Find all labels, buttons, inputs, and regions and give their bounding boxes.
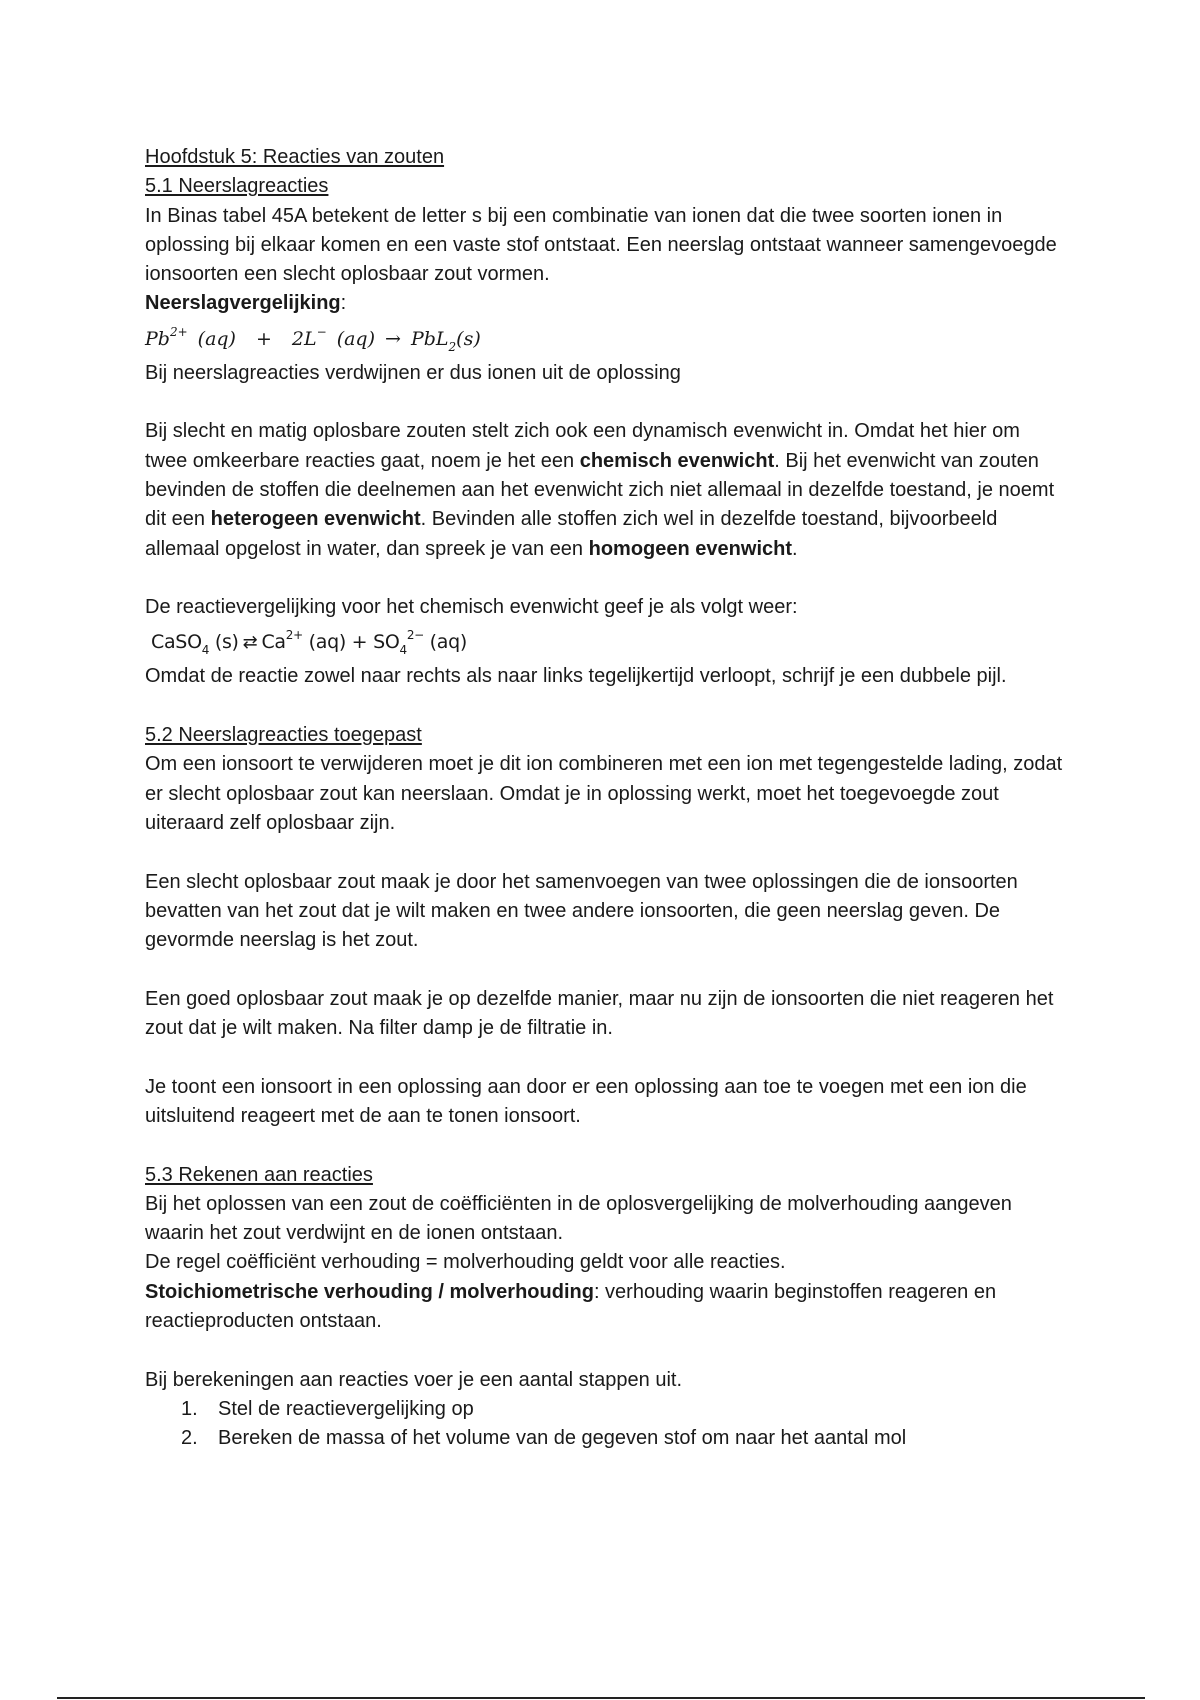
page-bottom-rule — [57, 1697, 1145, 1699]
eq-plus: + — [255, 327, 272, 350]
section-5-1-heading: 5.1 Neerslagreacties — [145, 175, 329, 198]
equation-label: Neerslagvergelijking — [145, 292, 341, 315]
eq-aq-2: (aq) — [336, 327, 376, 350]
eq2-caso-sub: 4 — [201, 643, 210, 658]
eq2-ca-charge: 2+ — [285, 628, 303, 643]
section-5-2-heading: 5.2 Neerslagreacties toegepast — [145, 724, 422, 747]
section-5-1-paragraph-5: Omdat de reactie zowel naar rechts als naar links tegelijkertijd verloopt, schrijf je een dubbele pijl. — [145, 665, 1007, 688]
list-item-text: Stel de reactievergelijking op — [218, 1397, 474, 1420]
term-homogeen-evenwicht: homogeen evenwicht — [588, 537, 792, 560]
eq2-so-charge: 2− — [406, 628, 424, 643]
equilibrium-equation — [145, 622, 1065, 662]
list-item — [145, 1424, 1065, 1453]
eq-pb-charge: 2+ — [169, 324, 188, 339]
eq2-aq-1: (aq) + — [308, 631, 368, 654]
section-5-3-heading: 5.3 Rekenen aan reacties — [145, 1163, 373, 1186]
eq-pb: Pb — [145, 327, 170, 350]
eq2-so: SO — [373, 631, 400, 654]
section-5-1-paragraph-3 — [145, 417, 1065, 563]
list-item-number: 1. — [181, 1397, 198, 1420]
list-item-text: Bereken de massa of het volume van de gegeven stof om naar het aantal mol — [218, 1427, 907, 1450]
p3-text-g: . — [792, 537, 798, 560]
eq-pbl: PbL — [410, 327, 449, 350]
precipitation-equation — [145, 319, 1065, 359]
document-page — [145, 143, 1065, 1453]
section-5-2-paragraph-2: Een slecht oplosbaar zout maak je door het samenvoegen van twee oplossingen die de ionsoorten bevatten van het zout dat je wilt maken en twee andere ionsoorten, die geen neerslag geven. De gevormde neerslag is het zout. — [145, 870, 1018, 952]
section-5-1-paragraph-1: In Binas tabel 45A betekent de letter s bij een combinatie van ionen dat die twee soorten ionen in oplossing bij elkaar komen en een vaste stof ontstaat. Een neerslag ontstaat wanneer samengevoegde ionsoorten een slecht oplosbaar zout vormen. — [145, 204, 1057, 286]
p3-text-e: . Bevinden alle stoffen zich wel in dezelfde toestand, bijvoorbeeld allemaal opgelost in water, dan spreek je van een — [145, 508, 998, 560]
equation-label-colon: : — [340, 292, 347, 315]
list-item-number: 2. — [181, 1427, 198, 1450]
equation-label-line — [145, 289, 1065, 318]
term-stoichiometrische-verhouding: Stoichiometrische verhouding / molverhouding — [145, 1280, 594, 1303]
eq-l-charge: − — [316, 324, 327, 339]
section-5-1-paragraph-2: Bij neerslagreacties verdwijnen er dus ionen uit de oplossing — [145, 361, 681, 384]
section-5-1-paragraph-4: De reactievergelijking voor het chemisch evenwicht geef je als volgt weer: — [145, 596, 798, 619]
section-5-2-paragraph-3: Een goed oplosbaar zout maak je op dezelfde manier, maar nu zijn de ionsoorten die niet reageren het zout dat je wilt maken. Na filter damp je de filtratie in. — [145, 987, 1054, 1040]
eq-aq-1: (aq) — [197, 327, 236, 350]
p3-text-c: . Bij het evenwicht van zouten bevinden de stoffen die deelnemen aan het evenwicht zich niet allemaal in dezelfde toestand, je noemt dit een — [145, 449, 1055, 531]
term-heterogeen-evenwicht: heterogeen evenwicht — [210, 508, 421, 531]
eq2-double-arrow: ⇄ — [242, 632, 258, 654]
eq-pbl-sub: 2 — [448, 339, 457, 354]
eq2-ca: Ca — [261, 631, 286, 654]
steps-list — [145, 1395, 1065, 1454]
chapter-title: Hoofdstuk 5: Reacties van zouten — [145, 146, 445, 168]
eq-arrow: → — [385, 327, 401, 350]
eq-s: (s) — [456, 327, 481, 350]
section-5-2-paragraph-4: Je toont een ionsoort in een oplossing aan door er een oplossing aan toe te voegen met een ion die uitsluitend reageert met de aan te tonen ionsoort. — [145, 1075, 1027, 1127]
eq2-caso: CaSO — [151, 631, 202, 654]
section-5-3-paragraph-2: De regel coëfficiënt verhouding = molverhouding geldt voor alle reacties. — [145, 1251, 786, 1274]
p3-text-a: Bij slecht en matig oplosbare zouten stelt zich ook een dynamisch evenwicht in. Omdat het hier om twee omkeerbare reacties gaat, noem je het een — [145, 420, 1020, 472]
section-5-3-paragraph-4: Bij berekeningen aan reacties voer je een aantal stappen uit. — [145, 1368, 683, 1391]
eq2-s: (s) — [214, 631, 239, 654]
eq2-aq-2: (aq) — [429, 631, 468, 654]
section-5-3-paragraph-3 — [145, 1278, 1065, 1337]
p3-rest: : verhouding waarin beginstoffen reageren en reactieproducten ontstaan. — [145, 1280, 997, 1332]
section-5-3-paragraph-1: Bij het oplossen van een zout de coëfficiënten in de oplosvergelijking de molverhouding aangeven waarin het zout verdwijnt en de ionen ontstaan. — [145, 1192, 1012, 1245]
section-5-2-paragraph-1: Om een ionsoort te verwijderen moet je dit ion combineren met een ion met tegengestelde lading, zodat er slecht oplosbaar zout kan neerslaan. Omdat je in oplossing werkt, moet het toegevoegde zout uiteraard zelf oplosbaar zijn. — [145, 753, 1063, 834]
eq-l: 2L — [291, 327, 317, 350]
list-item — [145, 1395, 1065, 1424]
term-chemisch-evenwicht: chemisch evenwicht — [579, 449, 775, 472]
eq2-so-sub: 4 — [399, 643, 407, 658]
